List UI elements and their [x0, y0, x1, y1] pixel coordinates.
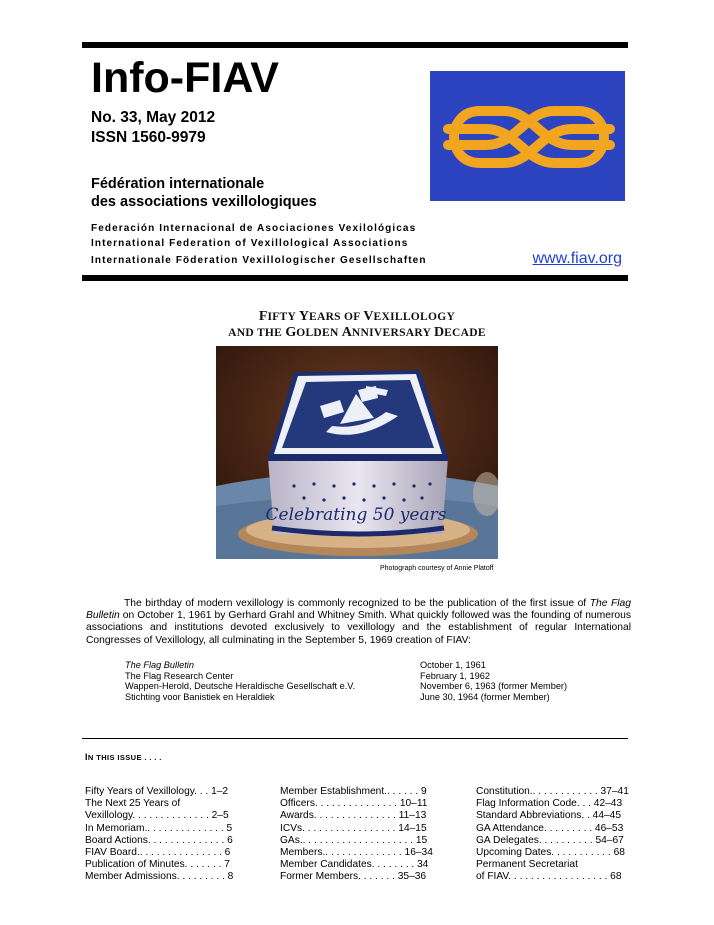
event-date: February 1, 1962 — [420, 670, 490, 681]
heading-fragment: A — [341, 325, 352, 340]
toc-entry[interactable]: Board Actions. . . . . . . . . . . . . . 6 — [85, 834, 233, 846]
newsletter-title: Info-FIAV — [91, 54, 279, 102]
intro-paragraph — [86, 598, 631, 647]
founding-events-list — [125, 660, 625, 702]
website-link[interactable]: www.fiav.org — [532, 250, 622, 267]
heading-fragment: NNIVERSARY — [351, 327, 434, 339]
intro-text-part2: on October 1, 1961 by Gerhard Grahl and Whitney Smith. What quickly followed was the founding of numerous associations and institutions devoted exclusively to vexillology and the establishment of regular International Congresses of Vexillology, all culminating in the September 5, 1969 creation of FIAV: — [86, 610, 631, 646]
issn: ISSN 1560-9979 — [91, 129, 206, 146]
heading-fragment: EARS OF — [309, 311, 364, 323]
toc-column-3 — [476, 786, 629, 884]
in-this-issue-initial: I — [85, 752, 88, 762]
toc-column-2 — [280, 786, 433, 884]
event-row — [125, 660, 625, 671]
toc-entry[interactable]: GAs.. . . . . . . . . . . . . . . . . . . . 15 — [280, 834, 428, 846]
heading-fragment: IFTY — [267, 311, 299, 323]
federation-name-de: Internationale Föderation Vexillologischer Gesellschaften — [91, 255, 427, 266]
toc-entry[interactable]: Awards. . . . . . . . . . . . . . . 11–13 — [280, 810, 427, 822]
toc-entry[interactable]: Officers. . . . . . . . . . . . . . . 10–11 — [280, 798, 428, 810]
event-name: The Flag Bulletin — [125, 660, 194, 670]
event-row — [125, 681, 625, 692]
event-date: October 1, 1961 — [420, 660, 486, 670]
toc-entry[interactable]: ICVs. . . . . . . . . . . . . . . . . 14–15 — [280, 822, 427, 834]
masthead-top-rule — [82, 42, 628, 48]
in-this-issue-heading — [85, 752, 162, 762]
event-date: June 30, 1964 (former Member) — [420, 691, 550, 702]
event-row — [125, 671, 625, 682]
fiav-flag-logo — [430, 71, 625, 201]
issue-number: No. 33, May 2012 — [91, 109, 216, 126]
heading-fragment: EXILLOLOGY — [373, 311, 456, 323]
intro-text-part1: The birthday of modern vexillology is commonly recognized to be the publication of the first issue of — [124, 598, 590, 609]
federation-name-es: Federación Internacional de Asociaciones Vexilológicas — [91, 223, 417, 234]
federation-name-fr-line2: des associations vexillologiques — [91, 194, 317, 210]
heading-fragment: V — [363, 309, 374, 324]
heading-fragment: OLDEN — [296, 327, 342, 339]
toc-entry[interactable]: GA Attendance. . . . . . . . . 46–53 — [476, 822, 624, 834]
photo-credit: Photograph courtesy of Annie Platoff — [380, 565, 494, 572]
federation-name-fr-line1: Fédération internationale — [91, 176, 265, 192]
heading-fragment: Y — [298, 309, 309, 324]
toc-entry[interactable]: Upcoming Dates. . . . . . . . . . . 68 — [476, 847, 625, 859]
heading-fragment: F — [258, 309, 268, 324]
in-this-issue-rest: N THIS ISSUE . . . . — [87, 753, 162, 762]
toc-entry[interactable]: Member Candidates. . . . . . . . 34 — [280, 859, 429, 871]
heading-fragment: AND THE — [228, 327, 286, 339]
heading-fragment: D — [433, 325, 445, 340]
toc-entry[interactable]: Members.. . . . . . . . . . . . . . 16–34 — [280, 847, 433, 859]
cake-inscription-text: Celebrating 50 years — [265, 505, 447, 525]
heading-fragment: ECADE — [444, 327, 486, 339]
event-name: Stichting voor Banistiek en Heraldiek — [125, 691, 275, 702]
anniversary-cake-photo — [216, 346, 498, 559]
flag-background — [430, 71, 625, 201]
masthead-bottom-rule — [82, 275, 628, 281]
toc-entry[interactable]: Standard Abbreviations. . 44–45 — [476, 810, 621, 822]
toc-entry[interactable]: Flag Information Code. . . 42–43 — [476, 798, 623, 810]
toc-entry[interactable]: In Memoriam.. . . . . . . . . . . . . . 5 — [85, 822, 233, 834]
event-name: The Flag Research Center — [125, 670, 234, 681]
event-date: November 6, 1963 (former Member) — [420, 681, 568, 691]
federation-name-en: International Federation of Vexillological Associations — [91, 238, 409, 249]
toc-entry[interactable]: of FIAV. . . . . . . . . . . . . . . . . . 68 — [476, 871, 622, 883]
flag-bulletin-title: The Flag Bulletin — [86, 598, 631, 622]
toc-entry[interactable]: Permanent Secretariat — [476, 859, 578, 871]
toc-entry[interactable]: Member Establishment.. . . . . . 9 — [280, 786, 427, 797]
event-row — [125, 692, 625, 703]
article-heading-line2 — [0, 323, 714, 341]
event-name: Wappen-Herold, Deutsche Heraldische Gesellschaft e.V. — [125, 681, 356, 691]
toc-top-rule — [82, 738, 628, 739]
toc-entry[interactable]: Vexillology. . . . . . . . . . . . . . 2–5 — [85, 810, 229, 822]
toc-entry[interactable]: The Next 25 Years of — [85, 798, 181, 810]
toc-entry[interactable]: Member Admissions. . . . . . . . . 8 — [85, 871, 234, 883]
toc-column-1 — [85, 786, 233, 884]
toc-entry[interactable]: Fifty Years of Vexillology. . . 1–2 — [85, 786, 229, 797]
heading-fragment: G — [285, 325, 297, 340]
toc-entry[interactable]: FIAV Board.. . . . . . . . . . . . . . . 6 — [85, 847, 231, 859]
toc-entry[interactable]: GA Delegates. . . . . . . . . . 54–67 — [476, 834, 624, 846]
toc-entry[interactable]: Former Members. . . . . . . 35–36 — [280, 871, 427, 883]
toc-entry[interactable]: Constitution.. . . . . . . . . . . . 37–41 — [476, 786, 629, 797]
toc-entry[interactable]: Publication of Minutes. . . . . . . 7 — [85, 859, 230, 871]
